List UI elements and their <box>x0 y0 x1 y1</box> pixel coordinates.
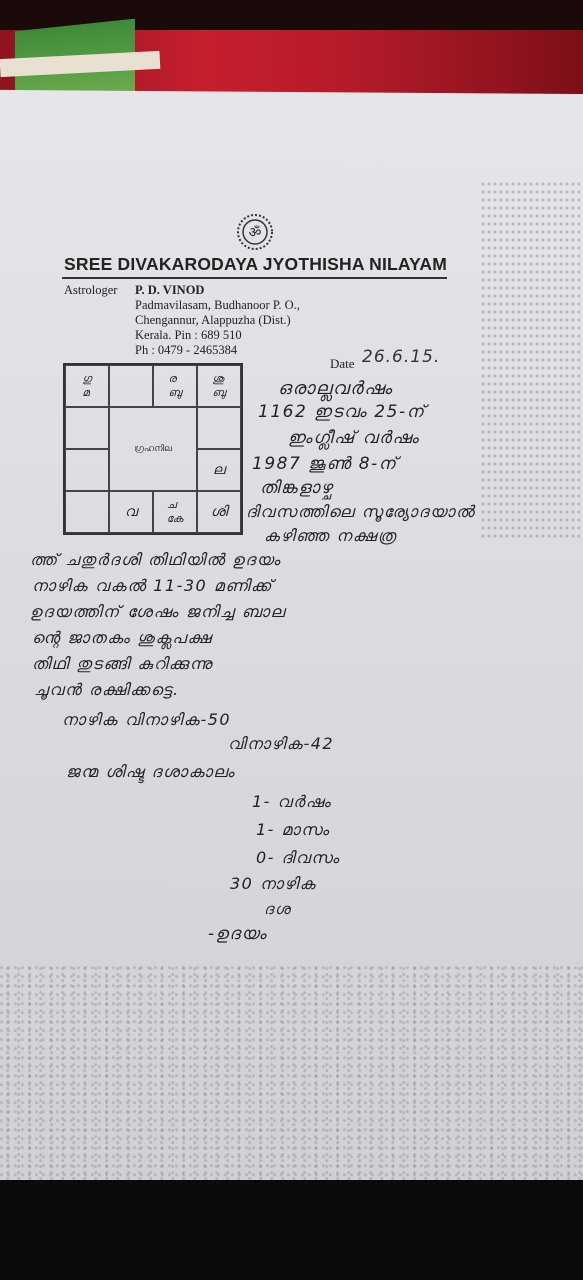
chart-house-5 <box>197 407 241 449</box>
address-line-2: Chengannur, Alappuzha (Dist.) <box>135 313 291 327</box>
handwriting-line-13: ചൂവൻ രക്ഷിക്കട്ടെ. <box>34 680 180 699</box>
handwriting-line-17: 1- വർഷം <box>252 792 332 811</box>
chart-house-1: ഗു മ <box>65 365 109 407</box>
chart-house-2 <box>109 365 153 407</box>
address-line-1: Padmavilasam, Budhanoor P. O., <box>135 298 300 312</box>
astrologer-label: Astrologer <box>64 283 118 297</box>
om-symbol: ॐ <box>248 225 262 241</box>
handwriting-line-1: ഒരാല്ലവർഷം <box>278 378 393 399</box>
brand-title: SREE DIVAKARODAYA JYOTHISHA NILAYAM <box>64 254 448 274</box>
chart-center-label: ഗ്രഹനില <box>109 407 197 491</box>
handwriting-line-10: ഉദയത്തിന്‌ ശേഷം ജനിച്ച ബാല <box>30 602 286 621</box>
handwriting-line-11: ന്റെ ജാതകം ശുക്ലപക്ഷ <box>32 628 213 647</box>
handwriting-line-3: ഇംഗ്ലീഷ്‌ വർഷം <box>288 428 420 448</box>
chart-house-6: ല <box>197 449 241 491</box>
handwriting-line-9: നാഴിക വകൽ 11-30 മണിക്ക് <box>32 576 273 595</box>
om-emblem-icon <box>236 213 274 251</box>
date-value: 26.6.15. <box>362 347 441 367</box>
handwriting-line-12: തിഥി തുടങ്ങി കുറിക്കുന്നു <box>32 654 214 673</box>
handwriting-line-14: നാഴിക വിനാഴിക-50 <box>62 710 232 729</box>
chart-house-10 <box>65 491 109 533</box>
handwriting-line-8: ത്ത് ചതുർദശി തിഥിയിൽ ഉദയം <box>30 550 282 569</box>
handwriting-line-7: കഴിഞ്ഞ നക്ഷത്ര <box>264 526 397 545</box>
handwriting-line-5: തിങ്കളാഴ്ച <box>260 478 334 498</box>
chart-house-8: ച കേ <box>153 491 197 533</box>
handwriting-line-20: 30 നാഴിക <box>230 874 317 893</box>
handwriting-line-22: -ഉദയം <box>208 924 268 944</box>
chart-house-4: ശു ബു <box>197 365 241 407</box>
horoscope-chart <box>63 363 243 535</box>
photocopy-noise-right <box>480 180 580 540</box>
chart-house-9: വ <box>109 491 153 533</box>
chart-house-12 <box>65 407 109 449</box>
handwriting-line-2: 1162 ഇടവം 25-ന് <box>258 402 426 422</box>
handwriting-line-18: 1- മാസം <box>256 820 330 839</box>
phone-line: Ph : 0479 - 2465384 <box>135 343 238 357</box>
handwriting-line-21: ദശ <box>264 900 292 918</box>
background-bottom <box>0 1180 583 1280</box>
address-line-3: Kerala. Pin : 689 510 <box>135 328 242 342</box>
astrologer-name: P. D. VINOD <box>135 283 205 297</box>
chart-house-11 <box>65 449 109 491</box>
brand-underline <box>62 277 447 279</box>
chart-house-3: ര ബു <box>153 365 197 407</box>
handwriting-line-19: 0- ദിവസം <box>256 848 341 867</box>
chart-house-7: ശി <box>197 491 241 533</box>
handwriting-line-15: വിനാഴിക-42 <box>228 734 335 753</box>
handwriting-line-16: ജന്മ ശിഷ്ട ദശാകാലം <box>66 762 236 781</box>
handwriting-line-4: 1987 ജൂൺ 8-ന് <box>252 454 398 474</box>
handwriting-line-6: ദിവസത്തിലെ സൂര്യോദയാൽ <box>246 502 476 521</box>
photocopy-noise <box>0 965 583 1180</box>
date-label: Date <box>330 356 355 371</box>
